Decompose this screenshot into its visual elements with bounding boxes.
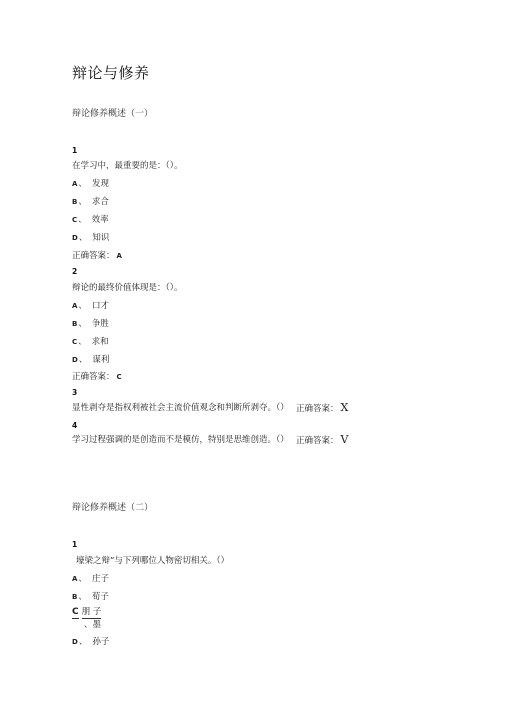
question-text: 显性剥夺是指权利被社会主流价值观念和判断所剥夺。（）: [72, 403, 289, 413]
question-number: 4: [72, 421, 78, 430]
option-d: D、 知识: [72, 233, 110, 243]
option-c: C、 求和: [72, 337, 109, 347]
option-text: 口才: [91, 301, 109, 311]
option-d: D、 谋利: [72, 355, 110, 365]
option-key: D: [72, 234, 78, 242]
option-key: D: [72, 356, 78, 364]
answer-value: V: [340, 433, 349, 446]
answer-value: X: [340, 401, 349, 414]
answer-value: A: [116, 252, 122, 260]
question-number: 3: [72, 388, 78, 397]
option-text: 发现: [91, 179, 109, 189]
option-b: B、 荀子: [72, 592, 109, 602]
option-b: B、 争胜: [72, 319, 109, 329]
option-a: A、 发现: [72, 179, 109, 189]
option-b: B、 求合: [72, 197, 109, 207]
option-key: D: [72, 638, 78, 646]
answer-label: 正确答案：: [296, 436, 339, 446]
option-a: A、 口才: [72, 301, 109, 311]
option-text: 荀子: [91, 592, 109, 602]
option-text: 孙子: [92, 637, 110, 647]
question-text: 在学习中，最重要的是：（）。: [72, 161, 183, 171]
option-key: C: [72, 338, 78, 346]
option-key: C: [72, 216, 78, 224]
option-key: A: [72, 575, 78, 583]
correct-answer: [72, 252, 122, 261]
question-text: 学习过程强调的是创造而不是模仿，特别是思维创造。（）: [72, 435, 289, 445]
option-key: B: [72, 320, 78, 328]
correct-answer: [72, 373, 122, 382]
question-number: 1: [72, 146, 78, 155]
option-a: A、 庄子: [72, 574, 109, 584]
section-heading-1: 辩论修养概述（一）: [72, 109, 154, 119]
option-key: C: [72, 607, 79, 617]
answer-label: 正确答案：: [72, 251, 115, 261]
question-number: 2: [72, 267, 78, 276]
option-key: B: [72, 198, 78, 206]
option-text: 效率: [91, 215, 109, 225]
answer-label: 正确答案：: [72, 372, 115, 382]
answer-label: 正确答案：: [296, 404, 339, 414]
option-key: A: [72, 302, 78, 310]
question-text: 辩论的最终价值体现是：（）。: [72, 283, 183, 293]
correct-answer: [296, 402, 348, 414]
option-key: A: [72, 180, 78, 188]
option-text: 庄子: [91, 574, 109, 584]
option-text: 争胜: [91, 319, 109, 329]
answer-value: C: [116, 373, 122, 381]
option-text: 谋利: [92, 355, 110, 365]
correct-answer: [296, 434, 348, 446]
option-key: B: [72, 593, 78, 601]
option-d: D、 孙子: [72, 637, 110, 647]
option-c: C、 效率: [72, 215, 109, 225]
option-text: 求合: [91, 197, 109, 207]
option-text: 求和: [91, 337, 109, 347]
document-title: 辩论与修养: [72, 64, 150, 82]
option-c-continuation: 、墨: [84, 620, 102, 630]
section-heading-2: 辩论修养概述（二）: [72, 503, 154, 513]
question-number: 1: [72, 540, 78, 549]
option-text: 朋 子: [81, 607, 102, 617]
question-text: 壕梁之辩”与下列哪位人物密切相关。（）: [76, 556, 230, 566]
option-text: 知识: [92, 233, 110, 243]
option-c: [72, 608, 101, 617]
